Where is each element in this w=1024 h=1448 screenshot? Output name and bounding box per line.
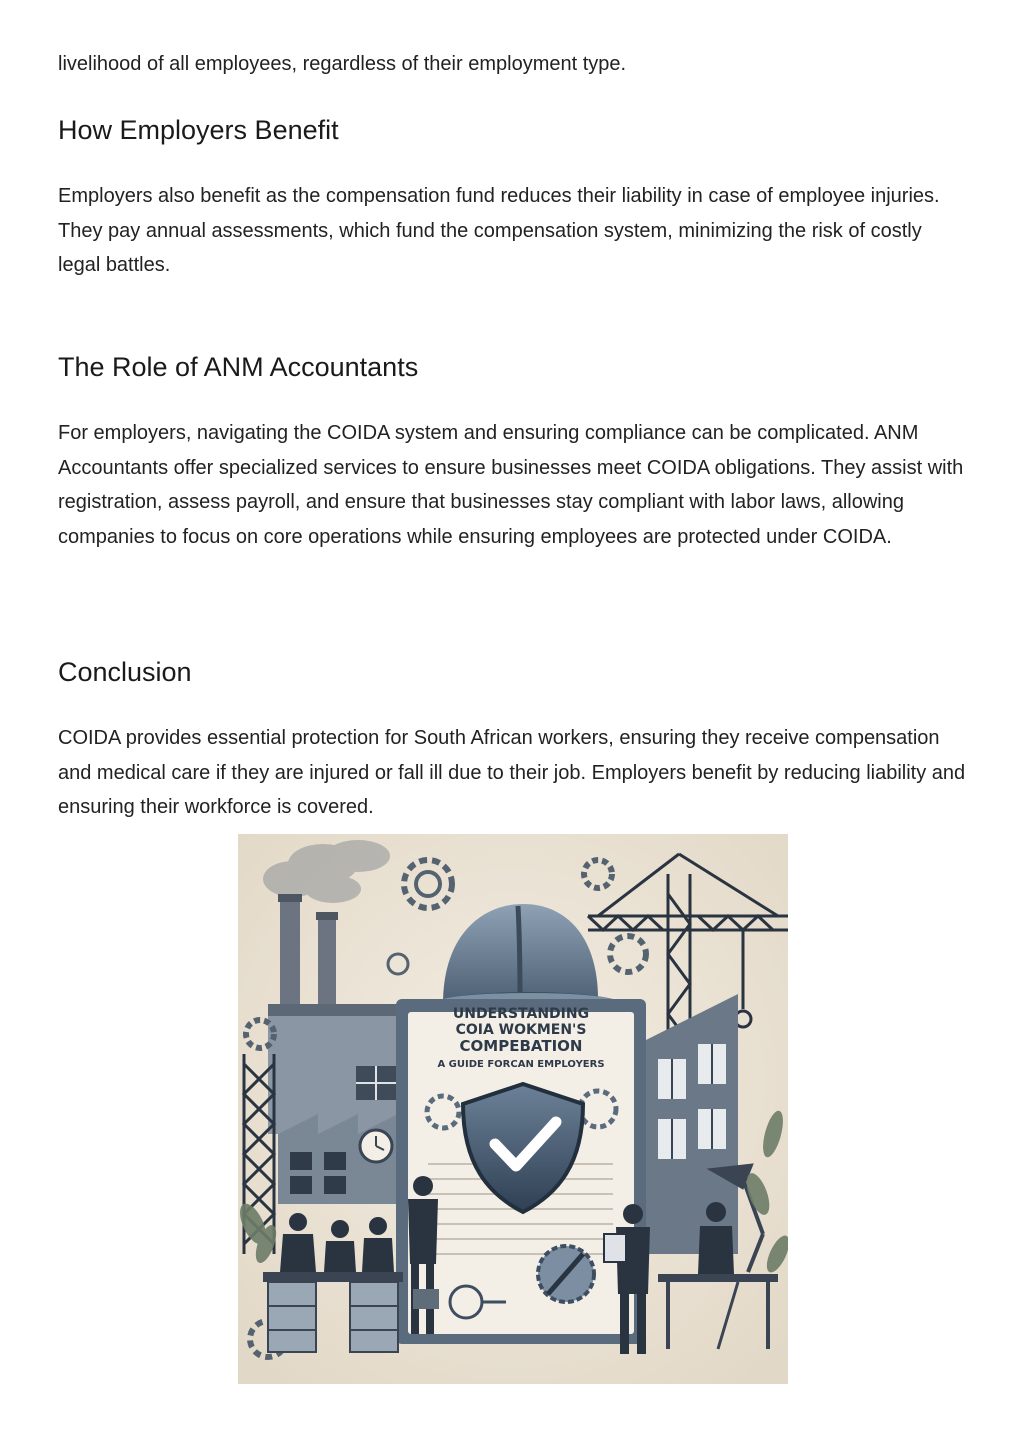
- paragraph-role-of-anm: For employers, navigating the COIDA system and ensuring compliance can be complicated. ANM Accountants offer specialized services to ensure businesses meet COIDA obligations. They assist with registration, assess payroll, and ensure that businesses stay compliant with labor laws, allowing companies to focus on core operations while ensuring employees are protected under COIDA.: [58, 422, 964, 548]
- poster-line-4: A GUIDE FORCAN EMPLOYERS: [437, 1059, 605, 1070]
- paragraph-employers-benefit: Employers also benefit as the compensation fund reduces their liability in case of employee injuries. They pay annual assessments, which fund the compensation system, minimizing the risk of costly legal battles.: [58, 185, 940, 276]
- heading-role-of-anm: The Role of ANM Accountants: [58, 352, 419, 382]
- poster-line-2: COIA WOKMEN'S: [455, 1022, 587, 1038]
- seal-icon: [538, 1246, 594, 1302]
- poster-line-3: COMPEBATION: [459, 1037, 583, 1055]
- heading-how-employers-benefit: How Employers Benefit: [58, 115, 339, 145]
- clock-icon: [360, 1130, 392, 1162]
- paragraph-conclusion: COIDA provides essential protection for South African workers, ensuring they receive compensation and medical care if they are injured or fall ill due to their job. Employers benefit by reducing liability and ensuring their workforce is covered.: [58, 727, 966, 818]
- heading-conclusion: Conclusion: [58, 657, 192, 687]
- coida-illustration: [238, 834, 788, 1384]
- poster-line-1: UNDERSTANDING: [452, 1006, 590, 1022]
- paragraph-intro-tail: livelihood of all employees, regardless of their employment type.: [58, 53, 627, 75]
